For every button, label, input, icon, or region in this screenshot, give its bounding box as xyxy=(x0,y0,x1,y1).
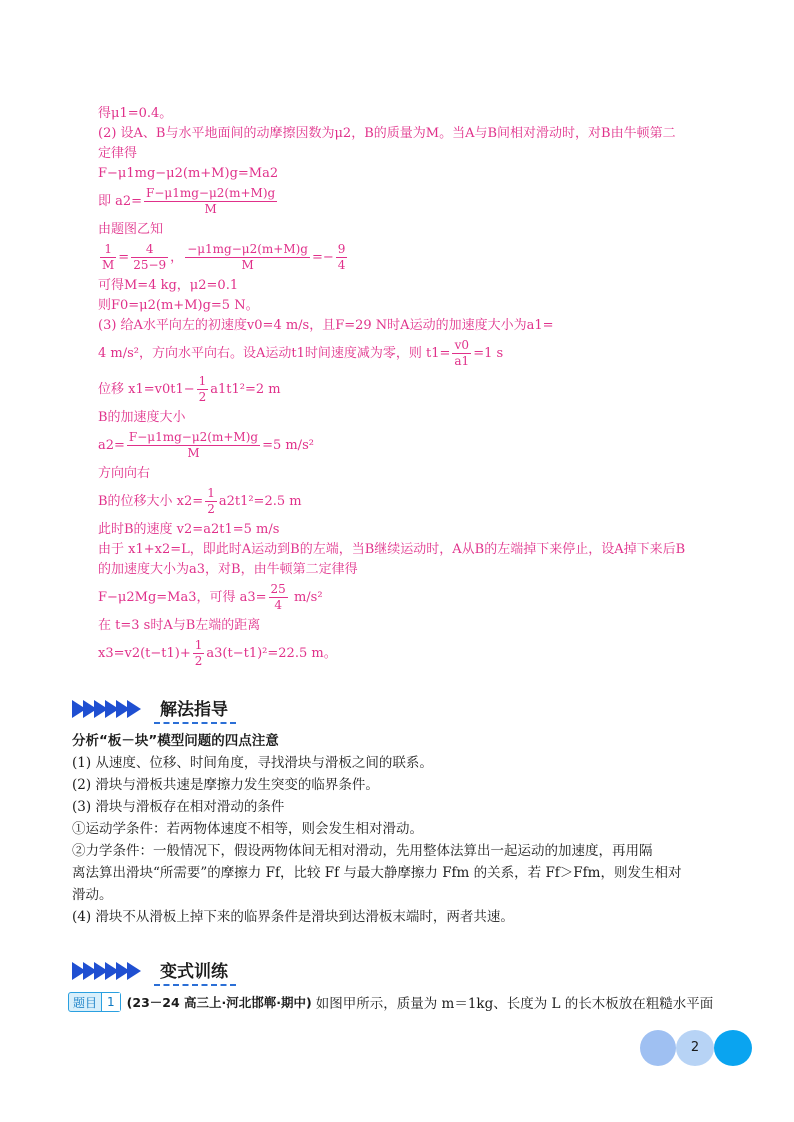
solution-block xyxy=(98,104,738,672)
question-line xyxy=(68,992,738,1012)
denominator: 4 xyxy=(274,598,282,612)
solution-line: 可得M=4 kg，μ2=0.1 xyxy=(98,278,239,293)
section-header-guide xyxy=(72,696,236,722)
denominator: a1 xyxy=(454,354,470,368)
solution-line xyxy=(98,184,738,220)
solution-line: 的加速度大小为a3，对B，由牛顿第二定律得 xyxy=(98,562,358,577)
question-badge xyxy=(68,992,121,1012)
guide-paragraph: (3) 滑块与滑板存在相对滑动的条件 xyxy=(72,799,285,815)
denominator: 4 xyxy=(337,258,346,272)
text: ， xyxy=(170,250,184,265)
solution-line: 由于 x1+x2=L，即此时A运动到B的左端，当B继续运动时，A从B的左端掉下来停止，设A掉下来后B xyxy=(98,542,686,557)
fraction xyxy=(269,582,288,613)
badge-number: 1 xyxy=(101,993,120,1011)
text: =− xyxy=(312,250,334,265)
fraction xyxy=(185,242,310,273)
fraction xyxy=(452,338,471,369)
decor-circle xyxy=(714,1030,752,1066)
text: a2= xyxy=(98,438,125,453)
page-number-badge xyxy=(640,1030,752,1066)
denominator: M xyxy=(204,202,217,216)
text: =1 s xyxy=(473,346,504,361)
denominator: 2 xyxy=(198,390,207,404)
solution-line xyxy=(98,636,738,672)
text: m/s² xyxy=(289,590,323,605)
numerator: 1 xyxy=(100,242,116,258)
badge-label: 题目 xyxy=(73,995,98,1010)
guide-paragraph: ①运动学条件：若两物体速度不相等，则会发生相对滑动。 xyxy=(72,821,423,837)
fraction xyxy=(197,374,209,405)
fraction xyxy=(127,430,260,461)
text: F−μ2Mg=Ma3，可得 a3= xyxy=(98,590,267,605)
solution-line: 方向向右 xyxy=(98,466,151,481)
solution-line xyxy=(98,240,738,276)
text: a2t1²=2.5 m xyxy=(218,494,302,509)
numerator: v0 xyxy=(452,338,471,354)
numerator: 1 xyxy=(194,638,203,652)
guide-paragraph: ②力学条件：一般情况下，假设两物体间无相对滑动，先用整体法算出一起运动的加速度，再用隔 xyxy=(72,843,653,859)
fraction xyxy=(144,186,277,217)
numerator: 9 xyxy=(337,242,346,256)
fraction xyxy=(100,242,116,273)
solution-line xyxy=(98,580,738,616)
section-title: 解法指导 xyxy=(154,695,236,724)
denominator: 2 xyxy=(207,502,215,516)
solution-line xyxy=(98,484,738,520)
solution-line: 则F0=μ2(m+M)g=5 N。 xyxy=(98,298,259,313)
guide-paragraph: (2) 滑块与滑板共速是摩擦力发生突变的临界条件。 xyxy=(72,777,379,793)
denominator: M xyxy=(241,258,254,272)
guide-paragraph: 滑动。 xyxy=(72,887,113,903)
denominator: 25−9 xyxy=(133,258,167,272)
text: a3(t−t1)²=22.5 m。 xyxy=(206,646,337,661)
solution-line: 由题图乙知 xyxy=(98,222,164,237)
question-text: 如图甲所示，质量为 m＝1kg、长度为 L 的长木板放在粗糙水平面 xyxy=(315,996,714,1012)
numerator: 1 xyxy=(207,486,215,500)
denominator: 2 xyxy=(194,654,203,668)
section-title: 变式训练 xyxy=(154,957,236,986)
page-number: 2 xyxy=(690,1040,700,1055)
text: 4 m/s²，方向水平向右。设A运动t1时间速度减为零，则 t1= xyxy=(98,346,451,361)
fraction xyxy=(193,638,205,669)
solution-line xyxy=(98,372,738,408)
numerator: −μ1mg−μ2(m+M)g xyxy=(187,242,308,256)
section-header-practice xyxy=(72,958,236,984)
fraction xyxy=(336,242,348,273)
solution-line: 得μ1=0.4。 xyxy=(98,106,173,121)
solution-line: (2) 设A、B与水平地面间的动摩擦因数为μ2，B的质量为M。当A与B间相对滑动时，对B由牛顿第二 xyxy=(98,126,676,141)
numerator: F−μ1mg−μ2(m+M)g xyxy=(128,430,259,444)
guide-heading: 分析“板－块”模型问题的四点注意 xyxy=(72,733,279,749)
solution-line: 此时B的速度 v2=a2t1=5 m/s xyxy=(98,522,280,537)
solution-line: 定律得 xyxy=(98,146,138,161)
text: a1t1²=2 m xyxy=(210,382,281,397)
fraction xyxy=(205,486,217,517)
numerator: F−μ1mg−μ2(m+M)g xyxy=(146,186,276,200)
text: =5 m/s² xyxy=(262,438,314,453)
numerator: 25 xyxy=(270,582,286,596)
text: 即 a2= xyxy=(98,194,143,209)
decor-circle xyxy=(640,1030,676,1066)
text: x3=v2(t−t1)+ xyxy=(98,646,191,661)
numerator: 4 xyxy=(131,242,168,258)
solution-line: B的加速度大小 xyxy=(98,410,186,425)
chevron-arrows-icon xyxy=(72,700,138,718)
solution-line xyxy=(98,336,738,372)
denominator: M xyxy=(187,446,200,460)
solution-line: (3) 给A水平向左的初速度v0=4 m/s，且F=29 N时A运动的加速度大小为a1= xyxy=(98,318,554,333)
fraction xyxy=(131,242,168,273)
numerator: 1 xyxy=(198,374,207,388)
guide-paragraph: (4) 滑块不从滑板上掉下来的临界条件是滑块到达滑板末端时，两者共速。 xyxy=(72,909,514,925)
question-source: (23－24 高三上·河北邯郸·期中) xyxy=(126,995,312,1010)
text: = xyxy=(118,250,130,265)
solution-line: 在 t=3 s时A与B左端的距离 xyxy=(98,618,261,633)
text: 位移 x1=v0t1− xyxy=(98,382,195,397)
denominator: M xyxy=(102,258,115,272)
solution-line: F−μ1mg−μ2(m+M)g=Ma2 xyxy=(98,166,279,181)
guide-paragraph: (1) 从速度、位移、时间角度，寻找滑块与滑板之间的联系。 xyxy=(72,755,433,771)
text: B的位移大小 x2= xyxy=(98,494,204,509)
chevron-arrows-icon xyxy=(72,962,138,980)
solution-line xyxy=(98,428,738,464)
guide-block xyxy=(72,730,736,928)
guide-paragraph: 离法算出滑块“所需要”的摩擦力 Ff，比较 Ff 与最大静摩擦力 Ffm 的关系，若 Ff＞Ffm，则发生相对 xyxy=(72,865,682,881)
